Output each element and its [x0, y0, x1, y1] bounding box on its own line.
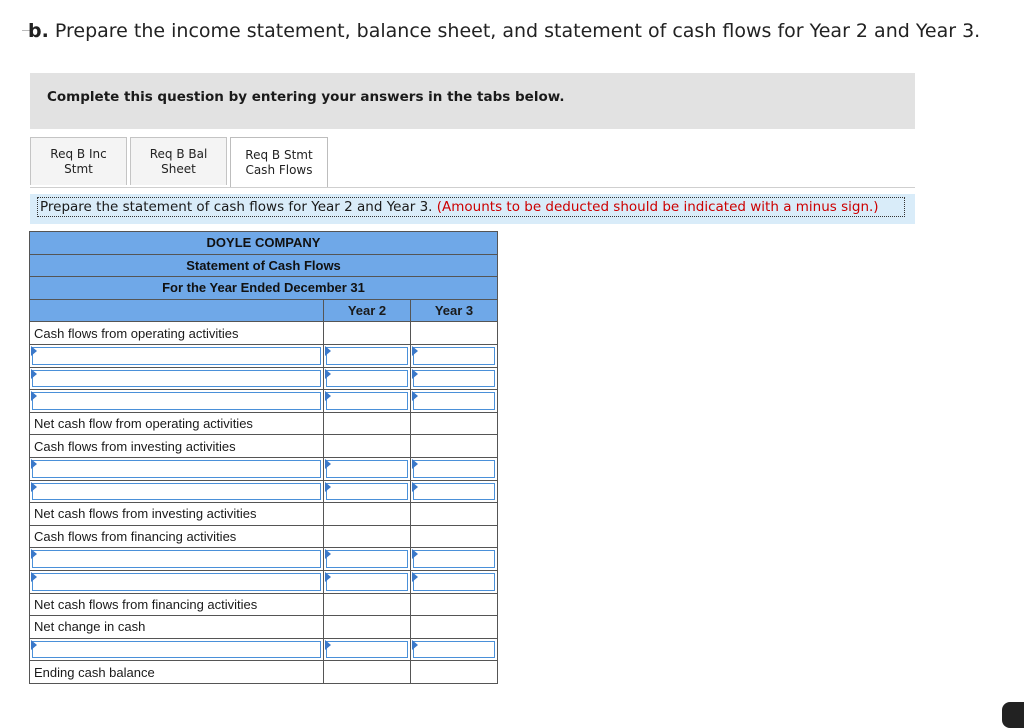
table-row: [30, 593, 498, 616]
input-row: [30, 390, 498, 413]
operating-label: Cash flows from operating activities: [30, 322, 324, 345]
tab-divider: [30, 187, 915, 188]
operating-item-1-label-input[interactable]: [32, 347, 321, 365]
input-row: [30, 344, 498, 367]
company-name: DOYLE COMPANY: [30, 232, 498, 255]
tab-req-b-stmt-cash-flows[interactable]: [230, 137, 328, 188]
financing-item-1-year2-cell: [324, 548, 411, 571]
instruction-text: [37, 197, 905, 217]
net-investing-year2-cell: [324, 503, 411, 526]
investing-item-1-year3-input[interactable]: [413, 460, 495, 478]
input-marker-icon: [412, 482, 418, 492]
tab-req-b-bal-sheet[interactable]: [130, 137, 227, 185]
dropdown-arrow-icon[interactable]: [31, 549, 37, 559]
financing-item-2-year2-cell: [324, 570, 411, 593]
operating-item-2-year3-cell: [411, 367, 498, 390]
beginning-cash-label-input[interactable]: [32, 641, 321, 659]
table-row: [30, 503, 498, 526]
table-row: [30, 412, 498, 435]
investing-item-2-year2-input[interactable]: [326, 483, 408, 501]
empty-cell: [324, 322, 411, 345]
operating-item-1-label-cell: [30, 344, 324, 367]
input-marker-icon: [325, 369, 331, 379]
input-marker-icon: [325, 346, 331, 356]
financing-item-1-year3-input[interactable]: [413, 550, 495, 568]
financing-item-1-label-cell: [30, 548, 324, 571]
cash-flow-statement-table: [29, 231, 498, 684]
table-row: [30, 435, 498, 458]
heading-text: Prepare the income statement, balance sheet, and statement of cash flows for Year 2 and Year 3.: [54, 20, 981, 42]
operating-item-3-label-input[interactable]: [32, 392, 321, 410]
input-marker-icon: [412, 459, 418, 469]
financing-item-1-year3-cell: [411, 548, 498, 571]
beginning-cash-year2-input[interactable]: [326, 641, 408, 659]
empty-cell: [411, 525, 498, 548]
input-marker-icon: [325, 482, 331, 492]
investing-label: Cash flows from investing activities: [30, 435, 324, 458]
header-row: [30, 254, 498, 277]
part-label: b.: [28, 20, 49, 42]
operating-item-3-year2-cell: [324, 390, 411, 413]
financing-item-2-label-input[interactable]: [32, 573, 321, 591]
input-row: [30, 457, 498, 480]
operating-item-2-year2-input[interactable]: [326, 370, 408, 388]
investing-item-2-year2-cell: [324, 480, 411, 503]
investing-item-1-year2-input[interactable]: [326, 460, 408, 478]
corner-overlay-button[interactable]: [1002, 702, 1024, 728]
instruction-banner: [30, 73, 915, 129]
net-investing-year3-cell: [411, 503, 498, 526]
empty-cell: [411, 322, 498, 345]
net-financing-year2-cell: [324, 593, 411, 616]
operating-item-3-year3-cell: [411, 390, 498, 413]
input-marker-icon: [412, 346, 418, 356]
beginning-cash-year3-input[interactable]: [413, 641, 495, 659]
question-heading: [28, 20, 980, 42]
input-marker-icon: [325, 572, 331, 582]
investing-item-1-label-input[interactable]: [32, 460, 321, 478]
dropdown-arrow-icon[interactable]: [31, 346, 37, 356]
input-marker-icon: [325, 640, 331, 650]
financing-item-2-year2-input[interactable]: [326, 573, 408, 591]
investing-item-2-label-input[interactable]: [32, 483, 321, 501]
instruction-note: (Amounts to be deducted should be indicated with a minus sign.): [436, 199, 879, 215]
banner-text: Complete this question by entering your answers in the tabs below.: [47, 89, 565, 105]
table-row: [30, 661, 498, 684]
dropdown-arrow-icon[interactable]: [31, 640, 37, 650]
net-change-year2-cell: [324, 616, 411, 639]
statement-period: For the Year Ended December 31: [30, 277, 498, 300]
net-financing-label: Net cash flows from financing activities: [30, 593, 324, 616]
input-row: [30, 480, 498, 503]
input-marker-icon: [325, 459, 331, 469]
input-marker-icon: [325, 549, 331, 559]
operating-item-3-year3-input[interactable]: [413, 392, 495, 410]
dropdown-arrow-icon[interactable]: [31, 482, 37, 492]
header-row: [30, 232, 498, 255]
operating-item-2-label-cell: [30, 367, 324, 390]
net-operating-year2-cell: [324, 412, 411, 435]
input-marker-icon: [412, 369, 418, 379]
investing-item-1-year2-cell: [324, 457, 411, 480]
table-row: [30, 616, 498, 639]
investing-item-2-label-cell: [30, 480, 324, 503]
operating-item-3-year2-input[interactable]: [326, 392, 408, 410]
table-row: [30, 525, 498, 548]
operating-item-2-label-input[interactable]: [32, 370, 321, 388]
operating-item-1-year2-input[interactable]: [326, 347, 408, 365]
operating-item-1-year3-cell: [411, 344, 498, 367]
dropdown-arrow-icon[interactable]: [31, 369, 37, 379]
financing-label: Cash flows from financing activities: [30, 525, 324, 548]
input-row: [30, 367, 498, 390]
financing-item-2-label-cell: [30, 570, 324, 593]
operating-item-1-year2-cell: [324, 344, 411, 367]
input-row: [30, 548, 498, 571]
financing-item-1-year2-input[interactable]: [326, 550, 408, 568]
empty-cell: [324, 435, 411, 458]
net-change-label: Net change in cash: [30, 616, 324, 639]
net-financing-year3-cell: [411, 593, 498, 616]
beginning-cash-year3-cell: [411, 638, 498, 661]
blank-header-cell: [30, 299, 324, 322]
statement-title: Statement of Cash Flows: [30, 254, 498, 277]
net-investing-label: Net cash flows from investing activities: [30, 503, 324, 526]
input-marker-icon: [412, 549, 418, 559]
net-change-year3-cell: [411, 616, 498, 639]
operating-item-3-label-cell: [30, 390, 324, 413]
operating-item-2-year2-cell: [324, 367, 411, 390]
beginning-cash-year2-cell: [324, 638, 411, 661]
year3-header: Year 3: [411, 299, 498, 322]
net-operating-year3-cell: [411, 412, 498, 435]
empty-cell: [324, 525, 411, 548]
ending-cash-year3-cell: [411, 661, 498, 684]
column-header-row: [30, 299, 498, 322]
net-operating-label: Net cash flow from operating activities: [30, 412, 324, 435]
investing-item-1-label-cell: [30, 457, 324, 480]
investing-item-2-year3-input[interactable]: [413, 483, 495, 501]
input-marker-icon: [325, 391, 331, 401]
beginning-cash-label-cell: [30, 638, 324, 661]
financing-item-1-label-input[interactable]: [32, 550, 321, 568]
dropdown-arrow-icon[interactable]: [31, 391, 37, 401]
input-marker-icon: [412, 572, 418, 582]
operating-item-1-year3-input[interactable]: [413, 347, 495, 365]
header-row: [30, 277, 498, 300]
instruction-bar: [30, 194, 915, 224]
input-marker-icon: [412, 640, 418, 650]
table-row: [30, 322, 498, 345]
input-row: [30, 570, 498, 593]
dropdown-arrow-icon[interactable]: [31, 572, 37, 582]
operating-item-2-year3-input[interactable]: [413, 370, 495, 388]
tab-label: Req B Bal Sheet: [149, 146, 208, 176]
tab-req-b-inc-stmt[interactable]: [30, 137, 127, 185]
investing-item-2-year3-cell: [411, 480, 498, 503]
tab-label: Req B Stmt Cash Flows: [245, 148, 313, 177]
year2-header: Year 2: [324, 299, 411, 322]
ending-cash-year2-cell: [324, 661, 411, 684]
instruction-main: Prepare the statement of cash flows for Year 2 and Year 3.: [40, 199, 433, 215]
input-row: [30, 638, 498, 661]
financing-item-2-year3-cell: [411, 570, 498, 593]
empty-cell: [411, 435, 498, 458]
input-marker-icon: [412, 391, 418, 401]
tab-label: Req B Inc Stmt: [50, 146, 107, 176]
dropdown-arrow-icon[interactable]: [31, 459, 37, 469]
financing-item-2-year3-input[interactable]: [413, 573, 495, 591]
ending-cash-label: Ending cash balance: [30, 661, 324, 684]
investing-item-1-year3-cell: [411, 457, 498, 480]
